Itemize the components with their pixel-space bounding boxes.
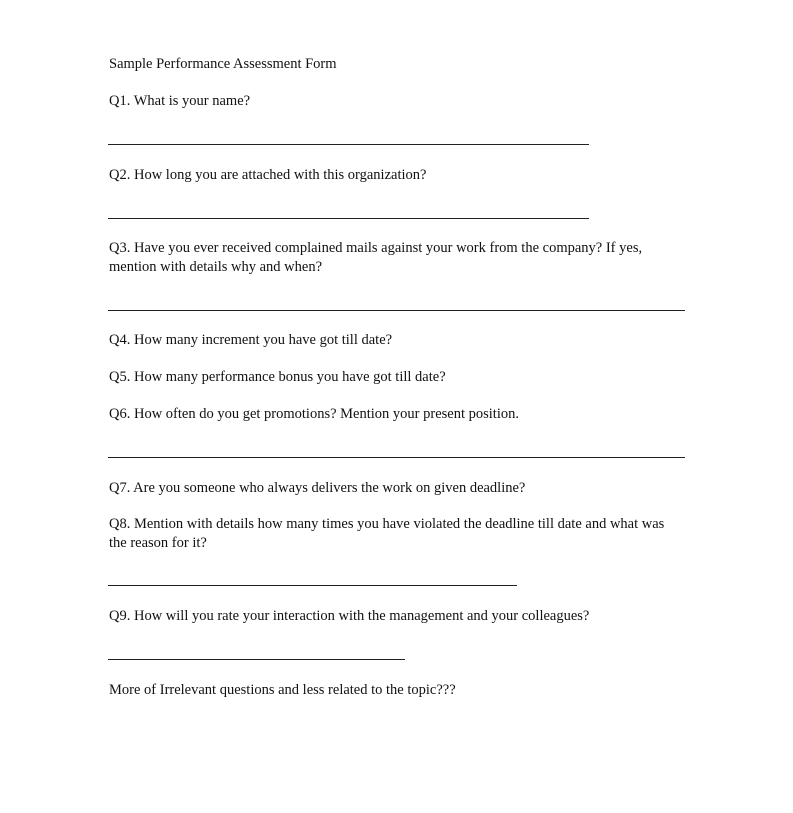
question-4: Q4. How many increment you have got till date? xyxy=(109,332,393,348)
question-3: Q3. Have you ever received complained mails against your work from the company? If yes, mention with details why and when? xyxy=(109,240,643,275)
question-6: Q6. How often do you get promotions? Mention your present position. xyxy=(109,406,519,422)
question-5: Q5. How many performance bonus you have got till date? xyxy=(109,369,446,385)
answer-line-9 xyxy=(108,659,405,660)
question-2: Q2. How long you are attached with this organization? xyxy=(109,167,427,183)
answer-line-6 xyxy=(108,457,685,458)
question-9: Q9. How will you rate your interaction with the management and your colleagues? xyxy=(109,608,590,624)
form-title: Sample Performance Assessment Form xyxy=(109,56,337,72)
answer-line-1 xyxy=(108,144,589,145)
answer-line-2 xyxy=(108,218,589,219)
footer-note: More of Irrelevant questions and less related to the topic??? xyxy=(109,682,456,698)
question-1: Q1. What is your name? xyxy=(109,93,251,109)
question-7: Q7. Are you someone who always delivers the work on given deadline? xyxy=(109,480,526,496)
answer-line-3 xyxy=(108,310,685,311)
answer-line-8 xyxy=(108,585,517,586)
question-8: Q8. Mention with details how many times you have violated the deadline till date and what was the reason for it? xyxy=(109,516,665,551)
